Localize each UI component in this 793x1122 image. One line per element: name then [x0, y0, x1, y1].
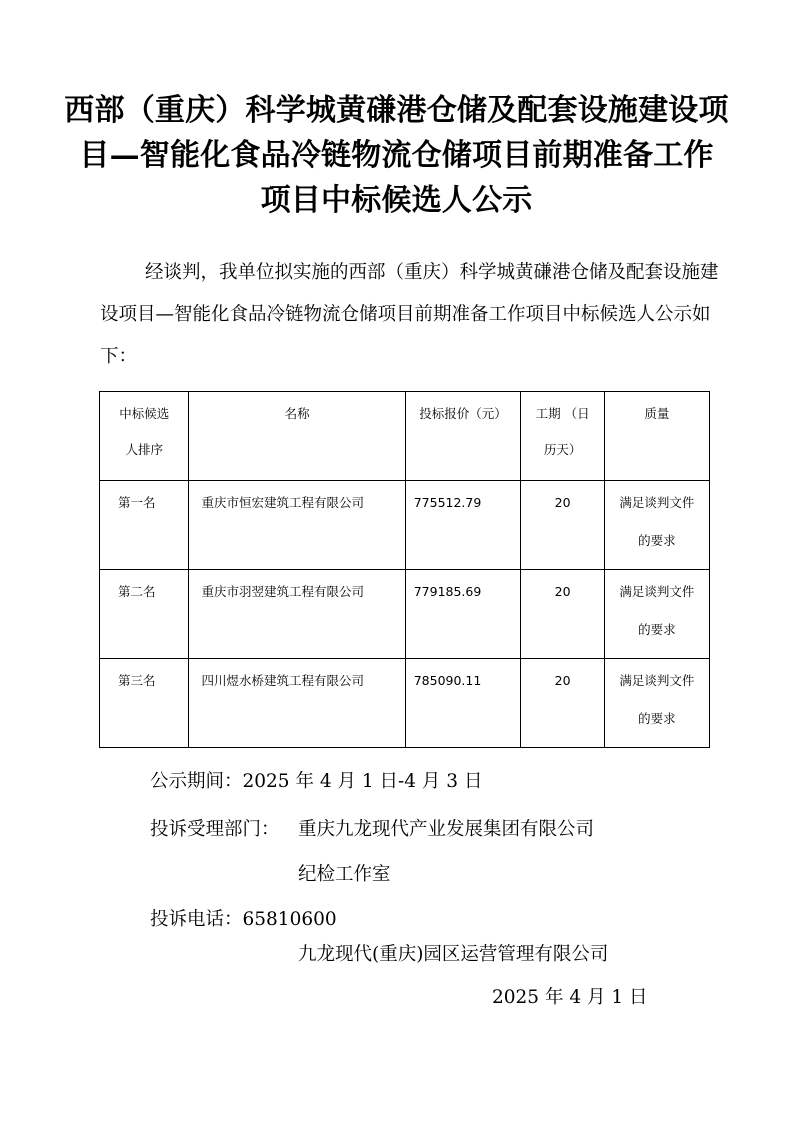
header-price-text: 投标报价（元）: [419, 406, 507, 421]
row-rank: [100, 659, 189, 748]
header-name-text: 名称: [284, 406, 310, 421]
row-days-text: 20: [554, 673, 571, 688]
table-header-row: [100, 392, 710, 481]
row-name-text: 四川煜水桥建筑工程有限公司: [201, 673, 364, 688]
intro-text: 经谈判，我单位拟实施的西部（重庆）科学城黄磏港仓储及配套设施建设项目—智能化食品冷链物流仓储项目前期准备工作项目中标候选人公示如下：: [100, 262, 719, 367]
header-days-line2: 历天）: [543, 442, 582, 457]
row-rank: [100, 570, 189, 659]
row-price: [405, 659, 521, 748]
row-price-text: 785090.11: [413, 673, 482, 688]
issue-date: 2025 年 4 月 1 日: [492, 987, 648, 1008]
header-rank: [100, 392, 189, 481]
row-quality: [604, 659, 709, 748]
row-name-text: 重庆市羽翌建筑工程有限公司: [201, 584, 364, 599]
header-name: [189, 392, 405, 481]
row-quality-line1: 满足谈判文件: [619, 584, 695, 599]
table-row: [100, 481, 710, 570]
row-name: [189, 481, 405, 570]
title-line-2: 目—智能化食品冷链物流仓储项目前期准备工作: [79, 138, 714, 173]
table-row: [100, 570, 710, 659]
document-title: [60, 88, 733, 223]
header-quality-text: 质量: [644, 406, 670, 421]
header-quality: [604, 392, 709, 481]
row-rank-text: 第三名: [118, 673, 156, 688]
row-quality: [604, 570, 709, 659]
row-name-text: 重庆市恒宏建筑工程有限公司: [201, 495, 364, 510]
table-row: [100, 659, 710, 748]
row-quality-line1: 满足谈判文件: [619, 495, 695, 510]
title-line-1: 西部（重庆）科学城黄磏港仓储及配套设施建设项: [64, 93, 729, 128]
row-price-text: 775512.79: [413, 495, 482, 510]
row-quality-line2: 的要求: [638, 622, 676, 637]
complaint-phone: 投诉电话：65810600: [150, 909, 337, 930]
row-quality: [604, 481, 709, 570]
intro-paragraph: [100, 252, 720, 378]
row-price-text: 779185.69: [413, 584, 482, 599]
row-name: [189, 570, 405, 659]
notice-period: 公示期间：2025 年 4 月 1 日-4 月 3 日: [150, 771, 483, 792]
header-days-line1: 工期 （日: [535, 406, 590, 421]
complaint-dept-label: 投诉受理部门：: [150, 819, 280, 840]
header-days: [521, 392, 604, 481]
header-price: [405, 392, 521, 481]
row-quality-line2: 的要求: [638, 533, 676, 548]
row-days: [521, 481, 604, 570]
row-rank-text: 第一名: [118, 495, 156, 510]
complaint-dept-line1: 重庆九龙现代产业发展集团有限公司: [298, 819, 595, 840]
row-quality-line1: 满足谈判文件: [619, 673, 695, 688]
row-rank-text: 第二名: [118, 584, 156, 599]
row-quality-line2: 的要求: [638, 711, 676, 726]
row-price: [405, 570, 521, 659]
candidates-table: [99, 391, 710, 748]
row-days-text: 20: [554, 584, 571, 599]
row-price: [405, 481, 521, 570]
title-line-3: 项目中标候选人公示: [260, 183, 533, 218]
header-rank-line2: 人排序: [125, 442, 163, 457]
header-rank-line1: 中标候选: [119, 406, 170, 421]
complaint-dept-line2: 纪检工作室: [298, 864, 391, 885]
row-rank: [100, 481, 189, 570]
row-name: [189, 659, 405, 748]
row-days: [521, 570, 604, 659]
row-days-text: 20: [554, 495, 571, 510]
issuer-name: 九龙现代(重庆)园区运营管理有限公司: [298, 944, 609, 965]
row-days: [521, 659, 604, 748]
